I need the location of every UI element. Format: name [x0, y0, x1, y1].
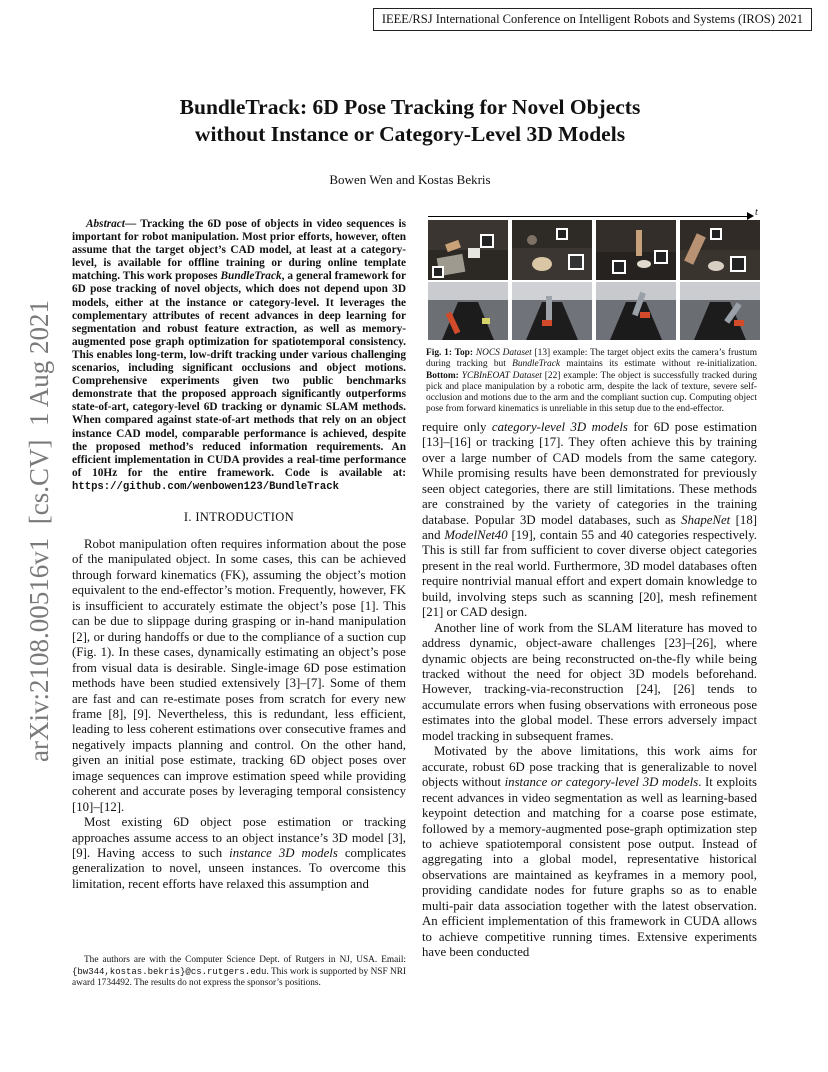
rp1-a: require only: [422, 419, 492, 434]
caption-top-label: Fig. 1: Top:: [426, 348, 474, 358]
footnote-text-a: The authors are with the Computer Science Dept. of Rutgers in NJ, USA. Email:: [84, 955, 406, 965]
right-column: [422, 207, 758, 961]
intro-p2-italic: instance 3D models: [229, 846, 338, 861]
arxiv-stamp: [4, 290, 64, 770]
code-url-link[interactable]: https://github.com/wenbowen123/BundleTrack: [72, 480, 340, 493]
caption-top-a: [13] example: The target object exits the camera’s frustum during tracking but: [426, 348, 757, 370]
figure-1: [426, 207, 761, 342]
abstract-text-a: Tracking the 6D pose of objects in video sequences is important for robot manipulation. Most prior efforts, however, often assume that the target object’s CAD model, at least at a category-level, is available for offline training or during online template matching. This work proposes: [72, 218, 407, 283]
ycbineoat-frame-2-photo: [512, 282, 592, 340]
left-column: [72, 218, 406, 892]
caption-top-b: maintains its estimate without re-initialization.: [560, 359, 757, 370]
caption-top-dataset: NOCS Dataset: [475, 348, 532, 358]
paper-authors: Bowen Wen and Kostas Bekris: [329, 172, 491, 187]
arxiv-stamp-text: arXiv:2108.00516v1 [cs.CV] 1 Aug 2021: [24, 300, 54, 762]
paper-title-line1: BundleTrack: 6D Pose Tracking for Novel Objects: [179, 95, 641, 119]
nocs-frame-4-photo: [680, 220, 760, 280]
rp1-c: [18] and: [422, 512, 757, 542]
intro-p2-a: Most existing 6D object pose estimation or tracking approaches assume access to an object instance’s 3D model [3], [9]. Having access to such: [72, 815, 406, 861]
rp3-italic: instance or category-level 3D models: [504, 775, 699, 790]
abstract-method-name: BundleTrack: [220, 270, 282, 283]
intro-paragraph-2: [72, 815, 406, 892]
abstract: [72, 218, 406, 494]
time-axis-line: [428, 216, 750, 217]
paper-title: [110, 94, 710, 148]
right-paragraph-2: Another line of work from the SLAM literature has moved to address dynamic, object-aware challenges [23]–[26], where dynamic objects are being reconstructed on-the-fly while being tracked without the need for object 3D models beforehand. However, tracking-via-reconstruction [24], [26] tends to accumulate errors when fusing observations with erroneous pose estimates into the global model. These errors adversely impact model tracking in subsequent frames.: [422, 620, 757, 743]
rp1-d: [19], contain 55 and 40 categories respectively. This is still far from sufficient to cover diverse object categories present in the real world. Furthermore, 3D model databases often require nontrivial manual effort and expert domain knowledge to build, involving steps such as scanning [20], mesh refinement [21] or CAD design.: [422, 527, 757, 620]
abstract-sep: —: [124, 218, 141, 230]
caption-bottom-dataset: YCBInEOAT Dataset: [461, 370, 542, 381]
footnote-email[interactable]: {bw344,kostas.bekris}@cs.rutgers.edu: [72, 966, 267, 977]
rp1-italic1: category-level 3D models: [491, 419, 628, 434]
intro-paragraph-1: Robot manipulation often requires information about the pose of the manipulated object. In some cases, this can be achieved through forward kinematics (FK), assuming the object’s motion equivalent to the end-effector’s motion. Frequently, however, FK is insufficient to accurately estimate the object’s pose [1]. This can be due to slippage during grasping or in-hand manipulation [2], or during handoffs or due to the compliance of a suction cup (Fig. 1). In these cases, dynamically estimating an object’s pose from visual data is desirable. Single-image 6D pose estimation methods have been studied extensively [3]–[7]. Some of them are fast and can re-estimate poses from scratch for every new frame [8], [9]. Nevertheless, this is redundant, less efficient, leading to less coherent estimations over consecutive frames and negatively impacts planning and control. On the other hand, given an initial pose estimate, tracking 6D object poses over image sequences can improve estimation speed while providing coherent and accurate poses by leveraging temporal consistency [10]–[12].: [72, 536, 406, 814]
intro-p2-b: complicates generalization to novel, unseen instances. To overcome this limitation, recent efforts have relaxed this assumption and: [72, 846, 406, 891]
ycbineoat-frame-4-photo: [680, 282, 760, 340]
caption-bottom-label: Bottom:: [426, 370, 459, 381]
nocs-frame-2-photo: [512, 220, 592, 280]
ycbineoat-frame-1-photo: [428, 282, 508, 340]
ycbineoat-frame-3-photo: [596, 282, 676, 340]
rp1-italic3: ModelNet40: [444, 527, 508, 542]
figure-1-caption: [426, 348, 757, 416]
footnote-text-b: . This work is supported by NSF NRI award 1734492. The results do not express the sponsor’s positions.: [72, 966, 406, 988]
rp3-b: . It exploits recent advances in video segmentation as well as learning-based keypoint detection and matching for a coarse pose estimate, followed by a memory-augmented pose-graph optimization step to achieve spatiotemporal consistent pose output. Instead of aggregating into a global model, representative historical observations are maintained as keyframes in a memory pool, providing candidate nodes for future graphs so as to enable multi-pair data association together with the latest observation. An efficient implementation of this framework in CUDA allows to achieve competitive running times. Extensive experiments have been conducted: [422, 775, 758, 960]
nocs-frame-1-photo: [428, 220, 508, 280]
rp3-a: Motivated by the above limitations, this work aims for accurate, robust 6D pose tracking that is generalizable to novel objects without: [422, 744, 757, 790]
right-paragraph-3: [422, 744, 757, 960]
caption-top-name: BundleTrack: [512, 359, 561, 370]
section-heading-introduction: I. INTRODUCTION: [183, 509, 295, 524]
abstract-lead: Abstract: [86, 218, 125, 230]
time-axis-label: t: [755, 207, 758, 218]
paper-title-line2: without Instance or Category-Level 3D Models: [194, 122, 626, 146]
footnote: [72, 955, 406, 990]
nocs-frame-3-photo: [596, 220, 676, 280]
time-axis-arrow-icon: [747, 212, 754, 220]
conference-header: IEEE/RSJ International Conference on Intelligent Robots and Systems (IROS) 2021: [373, 8, 812, 31]
caption-bottom-text: [22] example: The object is successfully tracked during pick and place manipulation by a robotic arm, despite the lack of texture, severe self-occlusion and motions due to the arm and the compliant suction cup. Computing object pose from forward kinematics is unreliable in this setup due to the end-effector.: [426, 370, 757, 415]
right-paragraph-1: [422, 420, 757, 621]
rp1-b: for 6D pose estimation [13]–[16] or tracking [17]. They often achieve this by training over a large number of CAD models from the same category. While promising results have been demonstrated for previously seen object categories, there are still limitations. These methods are constrained by the variety of categories in the training database. Popular 3D model databases, such as: [422, 419, 757, 527]
abstract-text-b: , a general framework for 6D pose tracking of novel objects, which does not depend upon 3D models, either at the instance or category-level. It leverages the complementary attributes of recent advances in deep learning for segmentation and robust feature extraction, as well as memory-augmented pose graph optimization for spatiotemporal consistency. This enables long-term, low-drift tracking under various challenging scenarios, including significant occlusions and object motions. Comprehensive experiments given two public benchmarks demonstrate that the proposed approach significantly outperforms state-of-art, category-level 6D tracking or dynamic SLAM methods. When compared against state-of-art methods that rely on an object instance CAD model, comparable performance is achieved, despite the proposed method’s reduced information requirements. An efficient implementation in CUDA provides a real-time performance of 10Hz for the entire framework. Code is available at:: [72, 270, 406, 479]
rp1-italic2: ShapeNet: [681, 512, 731, 527]
right-column-body: [422, 420, 757, 961]
